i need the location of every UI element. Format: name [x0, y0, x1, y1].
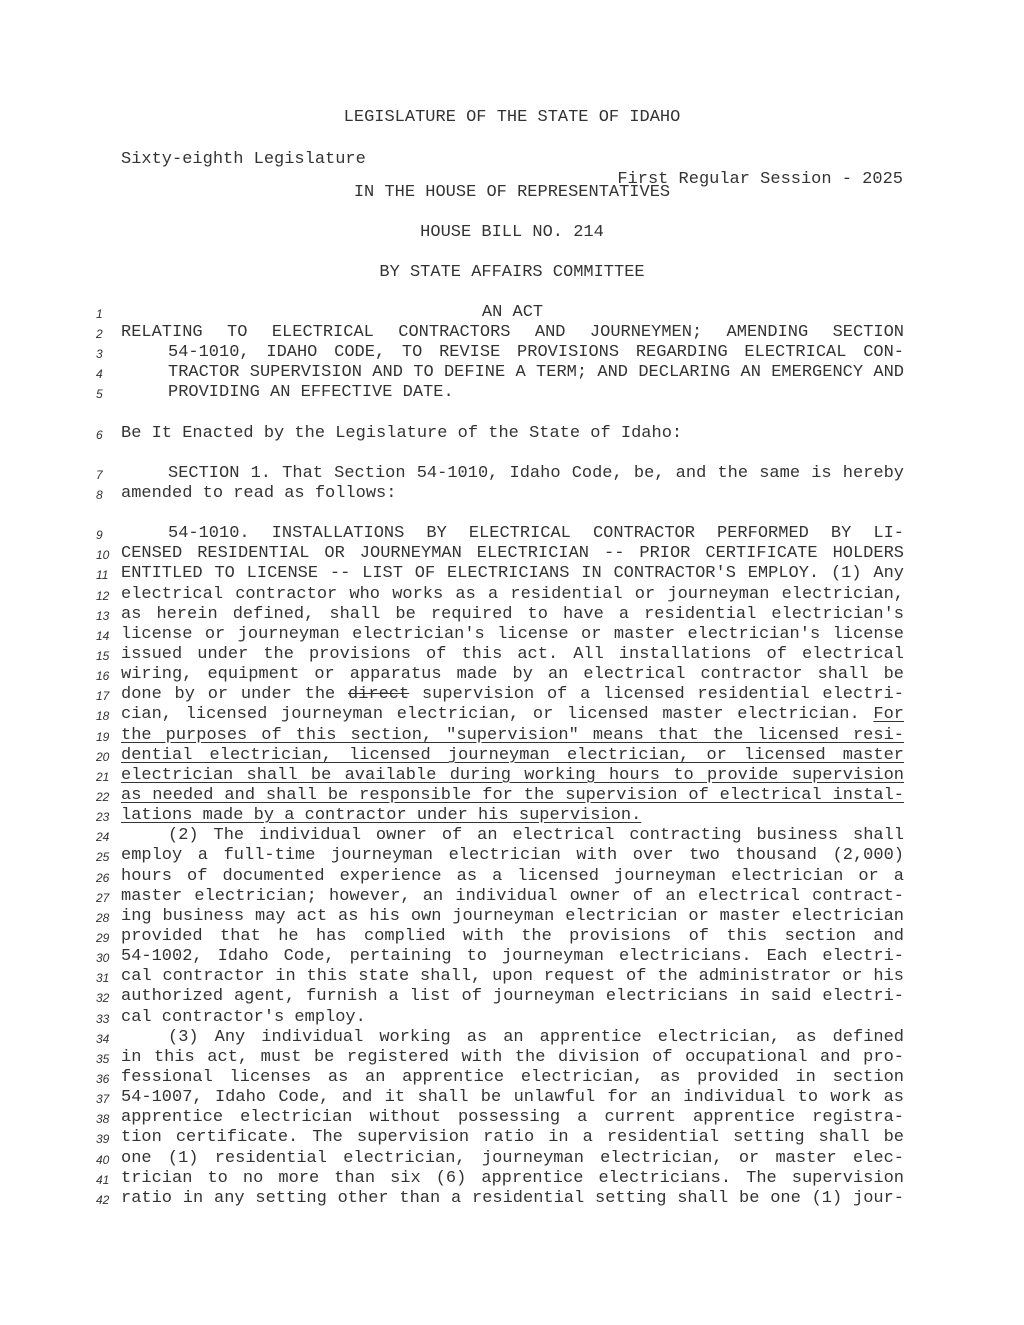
inserted-text: electrician shall be available during working hours to provide supervision	[121, 766, 904, 785]
line-number: 42	[96, 1193, 110, 1207]
text-line: hours of documented experience as a licensed journeyman electrician or a	[121, 867, 904, 886]
text-line: SECTION 1. That Section 54-1010, Idaho Code, be, and the same is hereby	[168, 464, 904, 483]
legislature-number: Sixty-eighth Legislature	[121, 150, 366, 169]
line-number: 40	[96, 1153, 110, 1167]
text-line-with-insertion	[121, 705, 904, 725]
line-number: 19	[96, 730, 110, 744]
session-line	[0, 130, 1024, 190]
inserted-text: as needed and shall be responsible for the supervision of electrical instal-	[121, 786, 904, 805]
text-line: 54-1002, Idaho Code, pertaining to journeyman electricians. Each electri-	[121, 947, 904, 966]
line-number: 22	[96, 790, 110, 804]
text-line: CENSED RESIDENTIAL OR JOURNEYMAN ELECTRICIAN -- PRIOR CERTIFICATE HOLDERS	[121, 544, 904, 563]
text-segment: cian, licensed journeyman electrician, or licensed master electrician.	[121, 705, 860, 724]
text-line: (3) Any individual working as an apprentice electrician, as defined	[168, 1028, 904, 1047]
text-line: ratio in any setting other than a residential setting shall be one (1) jour-	[121, 1189, 904, 1208]
text-line: 54-1010. INSTALLATIONS BY ELECTRICAL CONTRACTOR PERFORMED BY LI-	[168, 524, 904, 543]
line-number: 7	[96, 468, 103, 482]
line-number: 35	[96, 1052, 110, 1066]
line-number: 28	[96, 911, 110, 925]
text-line: (2) The individual owner of an electrical contracting business shall	[168, 826, 904, 845]
inserted-text: For	[873, 705, 904, 724]
line-number: 37	[96, 1092, 110, 1106]
text-line: PROVIDING AN EFFECTIVE DATE.	[168, 383, 454, 402]
text-line: employ a full-time journeyman electrician with over two thousand (2,000)	[121, 846, 904, 865]
text-line: RELATING TO ELECTRICAL CONTRACTORS AND JOURNEYMEN; AMENDING SECTION	[121, 323, 904, 342]
legislature-title: LEGISLATURE OF THE STATE OF IDAHO	[343, 108, 681, 127]
line-number: 18	[96, 709, 110, 723]
line-number: 5	[96, 387, 103, 401]
text-line: license or journeyman electrician's license or master electrician's license	[121, 625, 904, 644]
line-number: 3	[96, 347, 103, 361]
line-number: 2	[96, 327, 103, 341]
text-line: tion certificate. The supervision ratio in a residential setting shall be	[121, 1128, 904, 1147]
line-number: 20	[96, 750, 110, 764]
line-number: 30	[96, 951, 110, 965]
line-number: 32	[96, 991, 110, 1005]
chamber-title: IN THE HOUSE OF REPRESENTATIVES	[353, 183, 671, 202]
text-segment: supervision of a licensed residential electri-	[421, 685, 904, 704]
line-number: 10	[96, 548, 110, 562]
deleted-text: direct	[348, 685, 410, 704]
text-line: apprentice electrician without possessing a current apprentice registra-	[121, 1108, 904, 1127]
line-number: 31	[96, 971, 110, 985]
line-number: 23	[96, 810, 110, 824]
line-number: 36	[96, 1072, 110, 1086]
inserted-text: dential electrician, licensed journeyman electrician, or licensed master	[121, 746, 904, 765]
line-number: 26	[96, 871, 110, 885]
line-number: 16	[96, 669, 110, 683]
line-number: 33	[96, 1012, 110, 1026]
text-line: electrical contractor who works as a residential or journeyman electrician,	[121, 585, 904, 604]
line-number: 12	[96, 589, 110, 603]
line-number: 41	[96, 1173, 110, 1187]
line-number: 9	[96, 528, 103, 542]
text-line: provided that he has complied with the provisions of this section and	[121, 927, 904, 946]
line-number: 13	[96, 609, 110, 623]
text-segment: done by or under the	[121, 685, 336, 704]
text-line: authorized agent, furnish a list of journeyman electricians in said electri-	[121, 987, 904, 1006]
line-number: 6	[96, 428, 103, 442]
text-line: fessional licenses as an apprentice electrician, as provided in section	[121, 1068, 904, 1087]
line-number: 21	[96, 770, 110, 784]
inserted-text: the purposes of this section, "supervision" means that the licensed resi-	[121, 726, 904, 745]
text-line: as herein defined, shall be required to have a residential electrician's	[121, 605, 904, 624]
line-number: 4	[96, 367, 103, 381]
text-line: trician to no more than six (6) apprentice electricians. The supervision	[121, 1169, 904, 1188]
bill-number: HOUSE BILL NO. 214	[420, 223, 604, 242]
line-number: 17	[96, 689, 110, 703]
line-number: 34	[96, 1032, 110, 1046]
text-line: issued under the provisions of this act. All installations of electrical	[121, 645, 904, 664]
line-number: 1	[96, 307, 103, 321]
text-line: master electrician; however, an individual owner of an electrical contract-	[121, 887, 904, 906]
line-number: 8	[96, 488, 103, 502]
line-number: 15	[96, 649, 110, 663]
line-number: 38	[96, 1112, 110, 1126]
sponsor: BY STATE AFFAIRS COMMITTEE	[379, 263, 645, 282]
text-line: 54-1010, IDAHO CODE, TO REVISE PROVISIONS REGARDING ELECTRICAL CON-	[168, 343, 904, 362]
line-number: 14	[96, 629, 110, 643]
text-line: cal contractor in this state shall, upon request of the administrator or his	[121, 967, 904, 986]
text-line: amended to read as follows:	[121, 484, 397, 503]
text-line: TRACTOR SUPERVISION AND TO DEFINE A TERM; AND DECLARING AN EMERGENCY AND	[168, 363, 904, 382]
session-name: First Regular Session - 2025	[617, 170, 903, 189]
line-number: 25	[96, 850, 110, 864]
text-line: 54-1007, Idaho Code, and it shall be unlawful for an individual to work as	[121, 1088, 904, 1107]
line-number: 11	[96, 568, 109, 582]
text-line-with-deletion	[121, 685, 904, 705]
line-number: 29	[96, 931, 110, 945]
text-line: ing business may act as his own journeyman electrician or master electrician	[121, 907, 904, 926]
act-title: AN ACT	[481, 303, 544, 322]
text-line: cal contractor's employ.	[121, 1008, 366, 1027]
line-number: 24	[96, 830, 110, 844]
line-number: 39	[96, 1132, 110, 1146]
text-line: one (1) residential electrician, journeyman electrician, or master elec-	[121, 1149, 904, 1168]
inserted-text: lations made by a contractor under his supervision.	[121, 806, 642, 825]
line-number: 27	[96, 891, 110, 905]
text-line: in this act, must be registered with the division of occupational and pro-	[121, 1048, 904, 1067]
text-line: ENTITLED TO LICENSE -- LIST OF ELECTRICIANS IN CONTRACTOR'S EMPLOY. (1) Any	[121, 564, 904, 583]
enacting-clause: Be It Enacted by the Legislature of the State of Idaho:	[121, 424, 683, 443]
text-line: wiring, equipment or apparatus made by an electrical contractor shall be	[121, 665, 904, 684]
